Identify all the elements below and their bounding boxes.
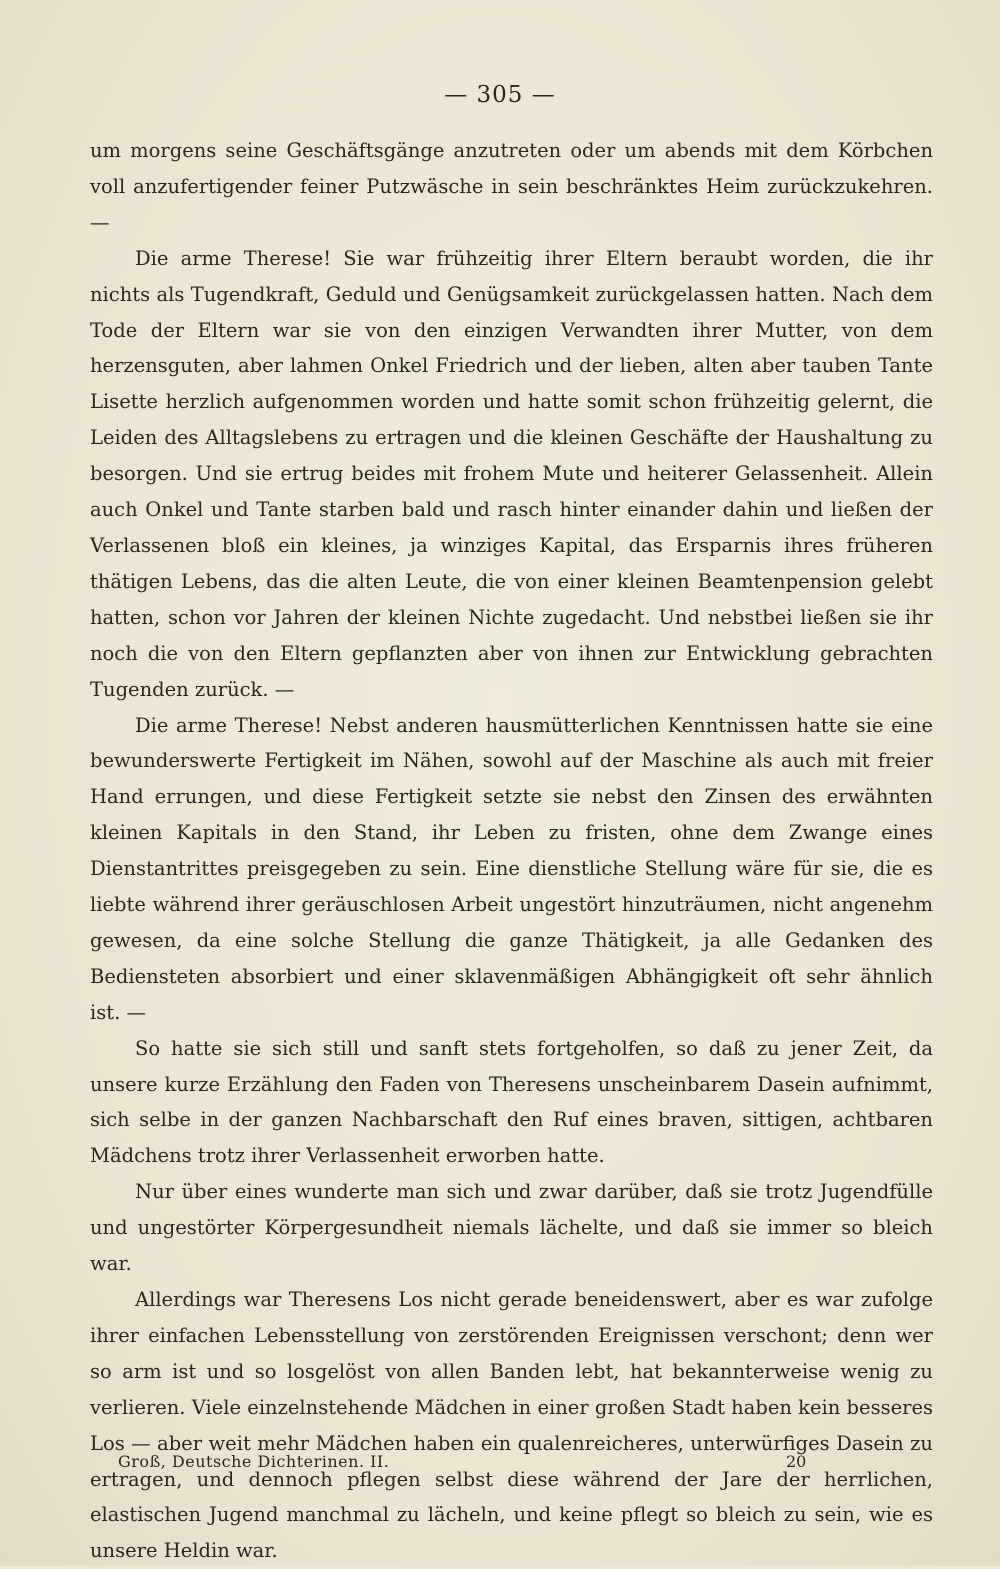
page-body <box>90 133 933 1569</box>
paragraph: Die arme Therese! Sie war frühzeitig ihrer Eltern beraubt worden, die ihr nichts als Tugendkraft, Geduld und Genügsamkeit zurückgelassen hatten. Nach dem Tode der Eltern war sie von den einzigen Verwandten ihrer Mutter, von dem herzensguten, aber lahmen Onkel Friedrich und der lieben, alten aber tauben Tante Lisette herzlich aufgenommen worden und hatte somit schon frühzeitig gelernt, die Leiden des Alltagslebens zu ertragen und die kleinen Geschäfte der Haushaltung zu besorgen. Und sie ertrug beides mit frohem Mute und heiterer Gelassenheit. Allein auch Onkel und Tante starben bald und rasch hinter einander dahin und ließen der Verlassenen bloß ein kleines, ja winziges Kapital, das Ersparnis ihres früheren thätigen Lebens, das die alten Leute, die von einer kleinen Beamtenpension gelebt hatten, schon vor Jahren der kleinen Nichte zugedacht. Und nebstbei ließen sie ihr noch die von den Eltern gepflanzten aber von ihnen zur Entwicklung gebrachten Tugenden zurück. — <box>90 246 933 701</box>
page-number: — 305 — <box>444 82 556 108</box>
paragraph: Die arme Therese! Nebst anderen hausmütterlichen Kenntnissen hatte sie eine bewunderswerte Fertigkeit im Nähen, sowohl auf der Maschine als auch mit freier Hand errungen, und diese Fertigkeit setzte sie nebst den Zinsen des erwähnten kleinen Kapitals in den Stand, ihr Leben zu fristen, ohne dem Zwange eines Dienstantrittes preisgegeben zu sein. Eine dienstliche Stellung wäre für sie, die es liebte während ihrer geräuschlosen Arbeit ungestört hinzuträumen, nicht angenehm gewesen, da eine solche Stellung die ganze Thätigkeit, ja alle Gedanken des Bediensteten absorbiert und einer sklavenmäßigen Abhängigkeit oft sehr ähnlich ist. — <box>90 713 933 1024</box>
paragraph: So hatte sie sich still und sanft stets fortgeholfen, so daß zu jener Zeit, da unsere kurze Erzählung den Faden von Theresens unscheinbarem Dasein aufnimmt, sich selbe in der ganzen Nachbarschaft den Ruf eines braven, sittigen, achtbaren Mädchens trotz ihrer Verlassenheit erworben hatte. <box>90 1036 933 1168</box>
paragraph: Allerdings war Theresens Los nicht gerade beneidenswert, aber es war zufolge ihrer einfachen Lebensstellung von zerstörenden Ereignissen verschont; denn wer so arm ist und so losgelöst von allen Banden lebt, hat bekannterweise wenig zu verlieren. Viele einzelnstehende Mädchen in einer großen Stadt haben kein besseres Los — aber weit mehr Mädchen haben ein qualenreicheres, unterwürfiges Dasein zu ertragen, und dennoch pflegen selbst diese während der Jare der herrlichen, elastischen Jugend manchmal zu lächeln, und keine pflegt so bleich zu sein, wie es unsere Heldin war. <box>90 1288 933 1563</box>
paragraph: Nur über eines wunderte man sich und zwar darüber, daß sie trotz Jugendfülle und ungestörter Körpergesundheit niemals lächelte, und daß sie immer so bleich war. <box>90 1180 933 1276</box>
signature-mark: 20 <box>786 1452 807 1471</box>
page-footer <box>118 1452 818 1482</box>
paragraph: um morgens seine Geschäftsgänge anzutreten oder um abends mit dem Körbchen voll anzufertigender feiner Putzwäsche in sein beschränktes Heim zurückzukehren. — <box>90 139 933 234</box>
footer-author-line: Groß, Deutsche Dichterinen. II. <box>118 1452 390 1471</box>
